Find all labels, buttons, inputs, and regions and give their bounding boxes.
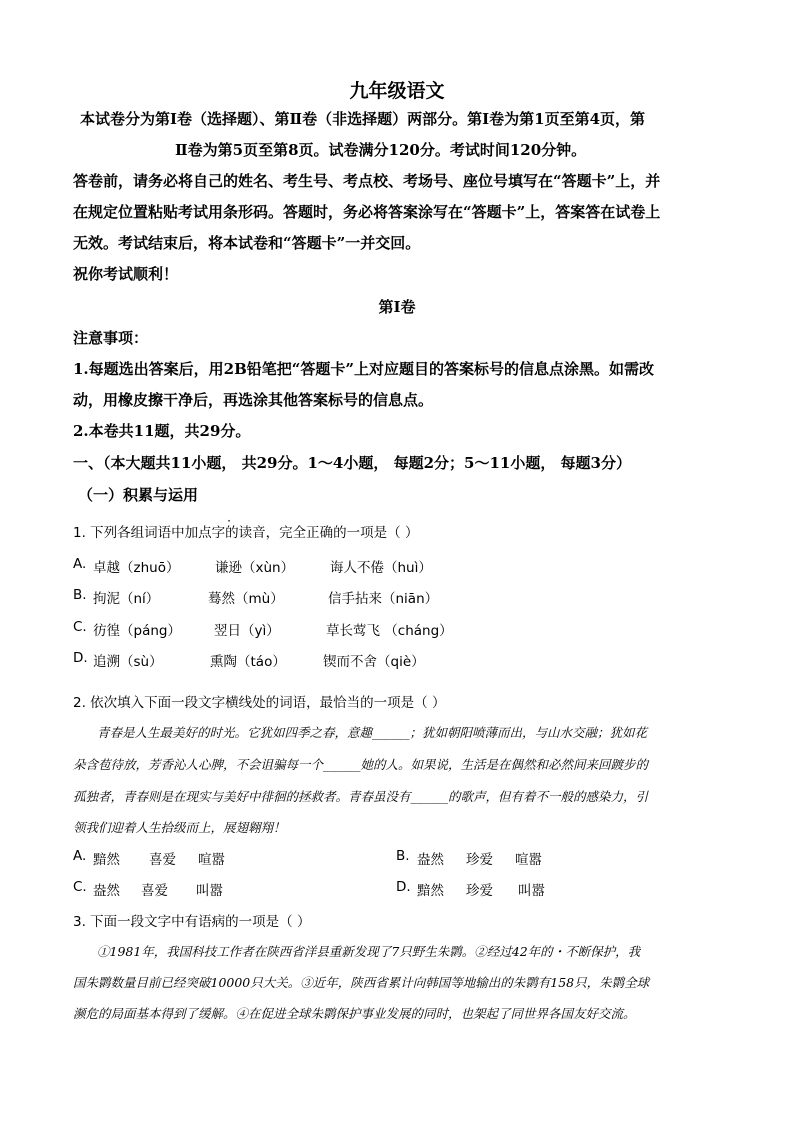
passage-3-line-2: 国朱鹮数量目前已经突破10000只大关。③近年，陕西省累计向韩国等地输出的朱鹮有158只，朱鹮全球: [73, 975, 650, 990]
intro-line-5: 无效。考试结束后，将本试卷和“答题卡”一并交回。: [73, 234, 421, 252]
question-2-stem: 2. 依次填入下面一段文字横线处的词语，最恰当的一项是（ ）: [73, 695, 446, 711]
intro-line-4: 在规定位置粘贴考试用条形码。答题时，务必将答案涂写在“答题卡”上，答案答在试卷上: [73, 203, 661, 221]
q1-option-word: 卓越（zhuō）: [93, 560, 180, 576]
passage-2-line-3: 孤独者，青春则是在现实与美好中徘徊的拯救者。青春虽没有______的歌声，但有着不一般的感染力，引: [73, 789, 649, 804]
q2-option-word: 珍爱: [466, 883, 493, 899]
q2-option-word: 珍爱: [466, 852, 493, 868]
part-1-heading: 一、（本大题共11小题， 共29分。1～4小题， 每题2分；5～11小题， 每题3分）: [73, 454, 631, 472]
passage-3-line-1: ①1981年，我国科技工作者在陕西省洋县重新发现了7只野生朱鹮。②经过42年的・不断保护，我: [97, 944, 641, 959]
q2-option-word: 喧嚣: [198, 852, 225, 868]
intro-line-1: 本试卷分为第Ⅰ卷（选择题）、第Ⅱ卷（非选择题）两部分。第Ⅰ卷为第1页至第4页，第: [80, 110, 646, 128]
q2-option-label: A.: [73, 848, 87, 864]
q1-option-label: D.: [73, 650, 88, 666]
q1-option-word: 谦逊（xùn）: [215, 560, 295, 576]
passage-3-line-3: 濒危的局面基本得到了缓解。④在促进全球朱鹮保护事业发展的同时，也架起了同世界各国友好交流。: [73, 1006, 636, 1021]
q1-option-word: 信手拈来（niān）: [328, 591, 439, 607]
q1-option-label: A.: [73, 556, 87, 572]
q1-option-word: 锲而不舍（qiè）: [323, 654, 425, 670]
subsection-heading: （一）积累与运用: [78, 486, 199, 504]
q1-option-word: 诲人不倦（huì）: [330, 560, 432, 576]
note-1-line-2: 动，用橡皮擦干净后，再选涂其他答案标号的信息点。: [73, 391, 434, 409]
q1-option-word: 翌日（yì）: [214, 623, 280, 639]
passage-2-line-4: 领我们迎着人生拾级而上，展翅翱翔！: [73, 820, 286, 835]
q2-option-word: 叫嚣: [518, 883, 545, 899]
q2-option-word: 喧嚣: [515, 852, 542, 868]
q1-option-word: 彷徨（páng）: [93, 623, 181, 639]
q1-option-word: 熏陶（táo）: [210, 654, 286, 670]
q2-option-word: 黯然: [93, 852, 120, 868]
q1-option-word: 蓦然（mù）: [208, 591, 284, 607]
page-title: 九年级语文: [349, 80, 445, 102]
q2-option-word: 喜爱: [149, 852, 176, 868]
notes-heading: 注意事项：: [73, 329, 149, 347]
question-1-stem: [73, 521, 418, 541]
q2-option-word: 叫嚣: [196, 883, 223, 899]
q1-option-word: 草长莺飞 （cháng）: [326, 623, 453, 639]
q2-option-word: 盎然: [93, 883, 120, 899]
intro-line-2: Ⅱ卷为第5页至第8页。试卷满分120分。考试时间120分钟。: [175, 141, 587, 159]
passage-2-line-1: 青春是人生最美好的时光。它犹如四季之春，意趣______；犹如朝阳喷薄而出，与山水交融；犹如花: [97, 725, 648, 740]
q2-option-label: C.: [73, 879, 87, 895]
intro-line-3: 答卷前，请务必将自己的姓名、考生号、考点校、考场号、座位号填写在“答题卡”上，并: [73, 172, 661, 190]
q1-option-label: C.: [73, 619, 87, 635]
q2-option-word: 喜爱: [141, 883, 168, 899]
q2-option-label: D.: [396, 879, 411, 895]
section-title: 第Ⅰ卷: [378, 298, 416, 316]
question-3-stem: 3. 下面一段文字中有语病的一项是（ ）: [73, 914, 311, 930]
q1-option-word: 追溯（sù）: [93, 654, 163, 670]
q1-option-word: 拘泥（ní）: [93, 591, 160, 607]
question-1-stem-part-1: 1. 下列各组词语中加点字: [73, 525, 226, 541]
note-1-line-1: 1.每题选出答案后，用2B铅笔把“答题卡”上对应题目的答案标号的信息点涂黑。如需改: [73, 360, 655, 378]
good-luck-text: 祝你考试顺利！: [73, 265, 179, 283]
q2-option-word: 盎然: [417, 852, 444, 868]
dotted-character: 的: [225, 525, 239, 541]
q2-option-label: B.: [396, 848, 410, 864]
question-1-stem-part-2: 读音，完全正确的一项是（ ）: [238, 525, 419, 541]
note-2: 2.本卷共11题，共29分。: [73, 422, 251, 440]
q1-option-label: B.: [73, 587, 87, 603]
passage-2-line-2: 朵含苞待放，芳香沁人心脾，不会诅骗每一个______她的人。如果说，生活是在偶然和必然间来回踱步的: [73, 757, 649, 772]
q2-option-word: 黯然: [417, 883, 444, 899]
